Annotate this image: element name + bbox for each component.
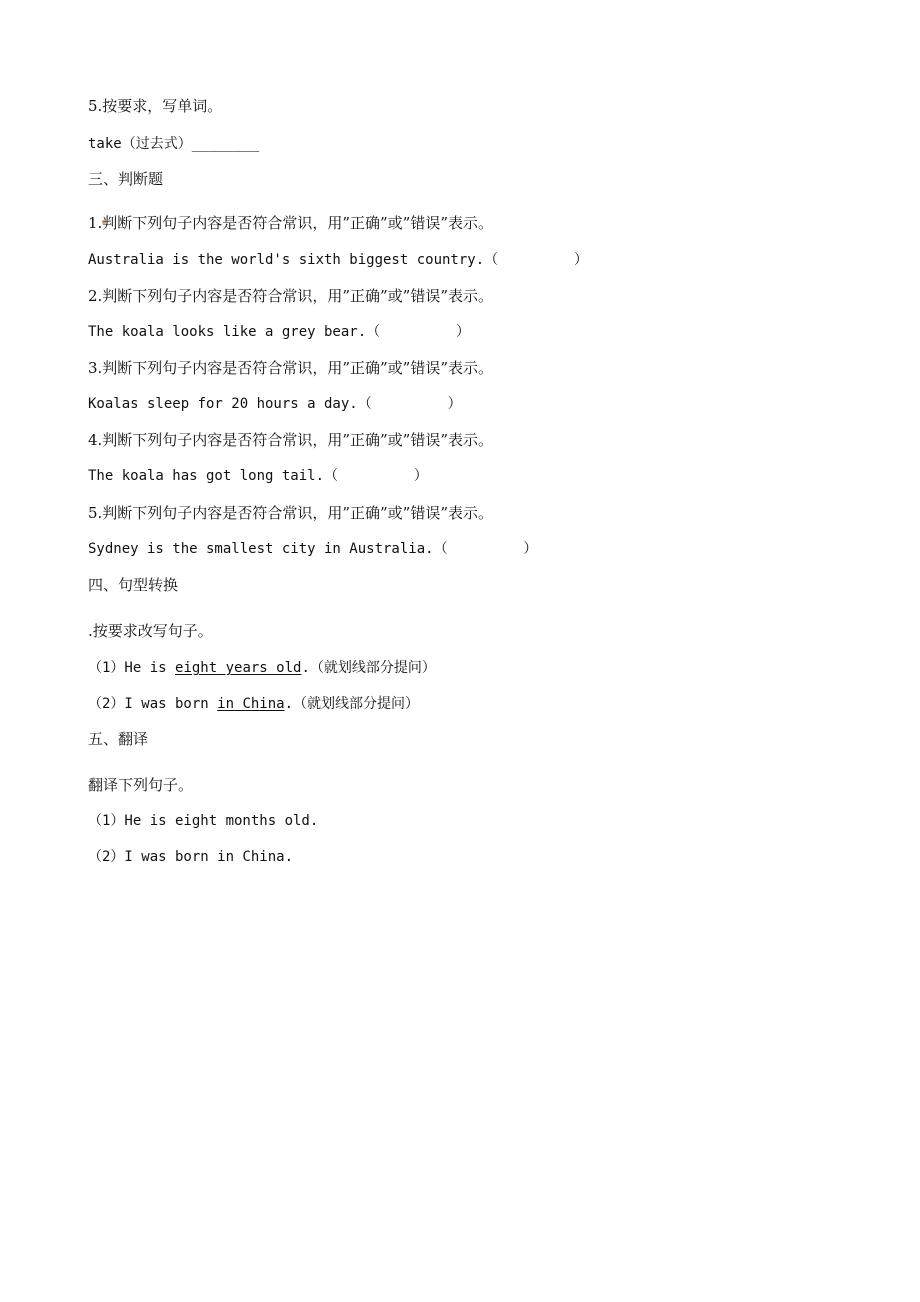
translate-1: （1）He is eight months old. — [88, 813, 319, 829]
section-4-title: 四、句型转换 — [88, 576, 179, 594]
translate-2: （2）I was born in China. — [88, 849, 294, 865]
judge-3-sentence[interactable]: Koalas sleep for 20 hours a day.（ ） — [88, 396, 462, 412]
answer-blank[interactable]: ________ — [191, 136, 260, 152]
rewrite-1 — [88, 657, 436, 678]
judge-4-sentence[interactable]: The koala has got long tail.（ ） — [88, 468, 428, 484]
judge-1-instruction: 1.判断下列句子内容是否符合常识，用”正确”或”错误”表示。 — [88, 214, 493, 232]
judge-2-sentence[interactable]: The koala looks like a grey bear.（ ） — [88, 324, 471, 340]
rewrite-1-underlined: eight years old — [175, 660, 302, 676]
section-4-instruction: .按要求改写句子。 — [88, 622, 213, 640]
judge-3-instruction: 3.判断下列句子内容是否符合常识，用”正确”或”错误”表示。 — [88, 359, 493, 377]
section-3-title: 三、判断题 — [88, 170, 164, 188]
judge-5-sentence[interactable]: Sydney is the smallest city in Australia.（ ） — [88, 541, 538, 557]
rewrite-2 — [88, 693, 419, 714]
judge-2-instruction: 2.判断下列句子内容是否符合常识，用”正确”或”错误”表示。 — [88, 287, 493, 305]
question-5-prompt — [88, 133, 259, 154]
rewrite-2-underlined: in China — [217, 696, 285, 712]
judge-5-instruction: 5.判断下列句子内容是否符合常识，用”正确”或”错误”表示。 — [88, 504, 493, 522]
rewrite-2-prefix: （2）I was born — [88, 696, 218, 712]
section-5-instruction: 翻译下列句子。 — [88, 776, 194, 794]
rewrite-2-suffix: .（就划线部分提问） — [284, 696, 420, 712]
rewrite-1-suffix: .（就划线部分提问） — [301, 660, 436, 676]
rewrite-1-prefix: （1）He is — [88, 660, 176, 676]
question-5-word: take（过去式） — [88, 136, 192, 152]
judge-1-sentence[interactable]: Australia is the world's sixth biggest country.（ ） — [88, 252, 589, 268]
question-5-heading: 5.按要求，写单词。 — [88, 97, 223, 115]
judge-4-instruction: 4.判断下列句子内容是否符合常识，用”正确”或”错误”表示。 — [88, 431, 493, 449]
section-5-title: 五、翻译 — [88, 730, 149, 748]
